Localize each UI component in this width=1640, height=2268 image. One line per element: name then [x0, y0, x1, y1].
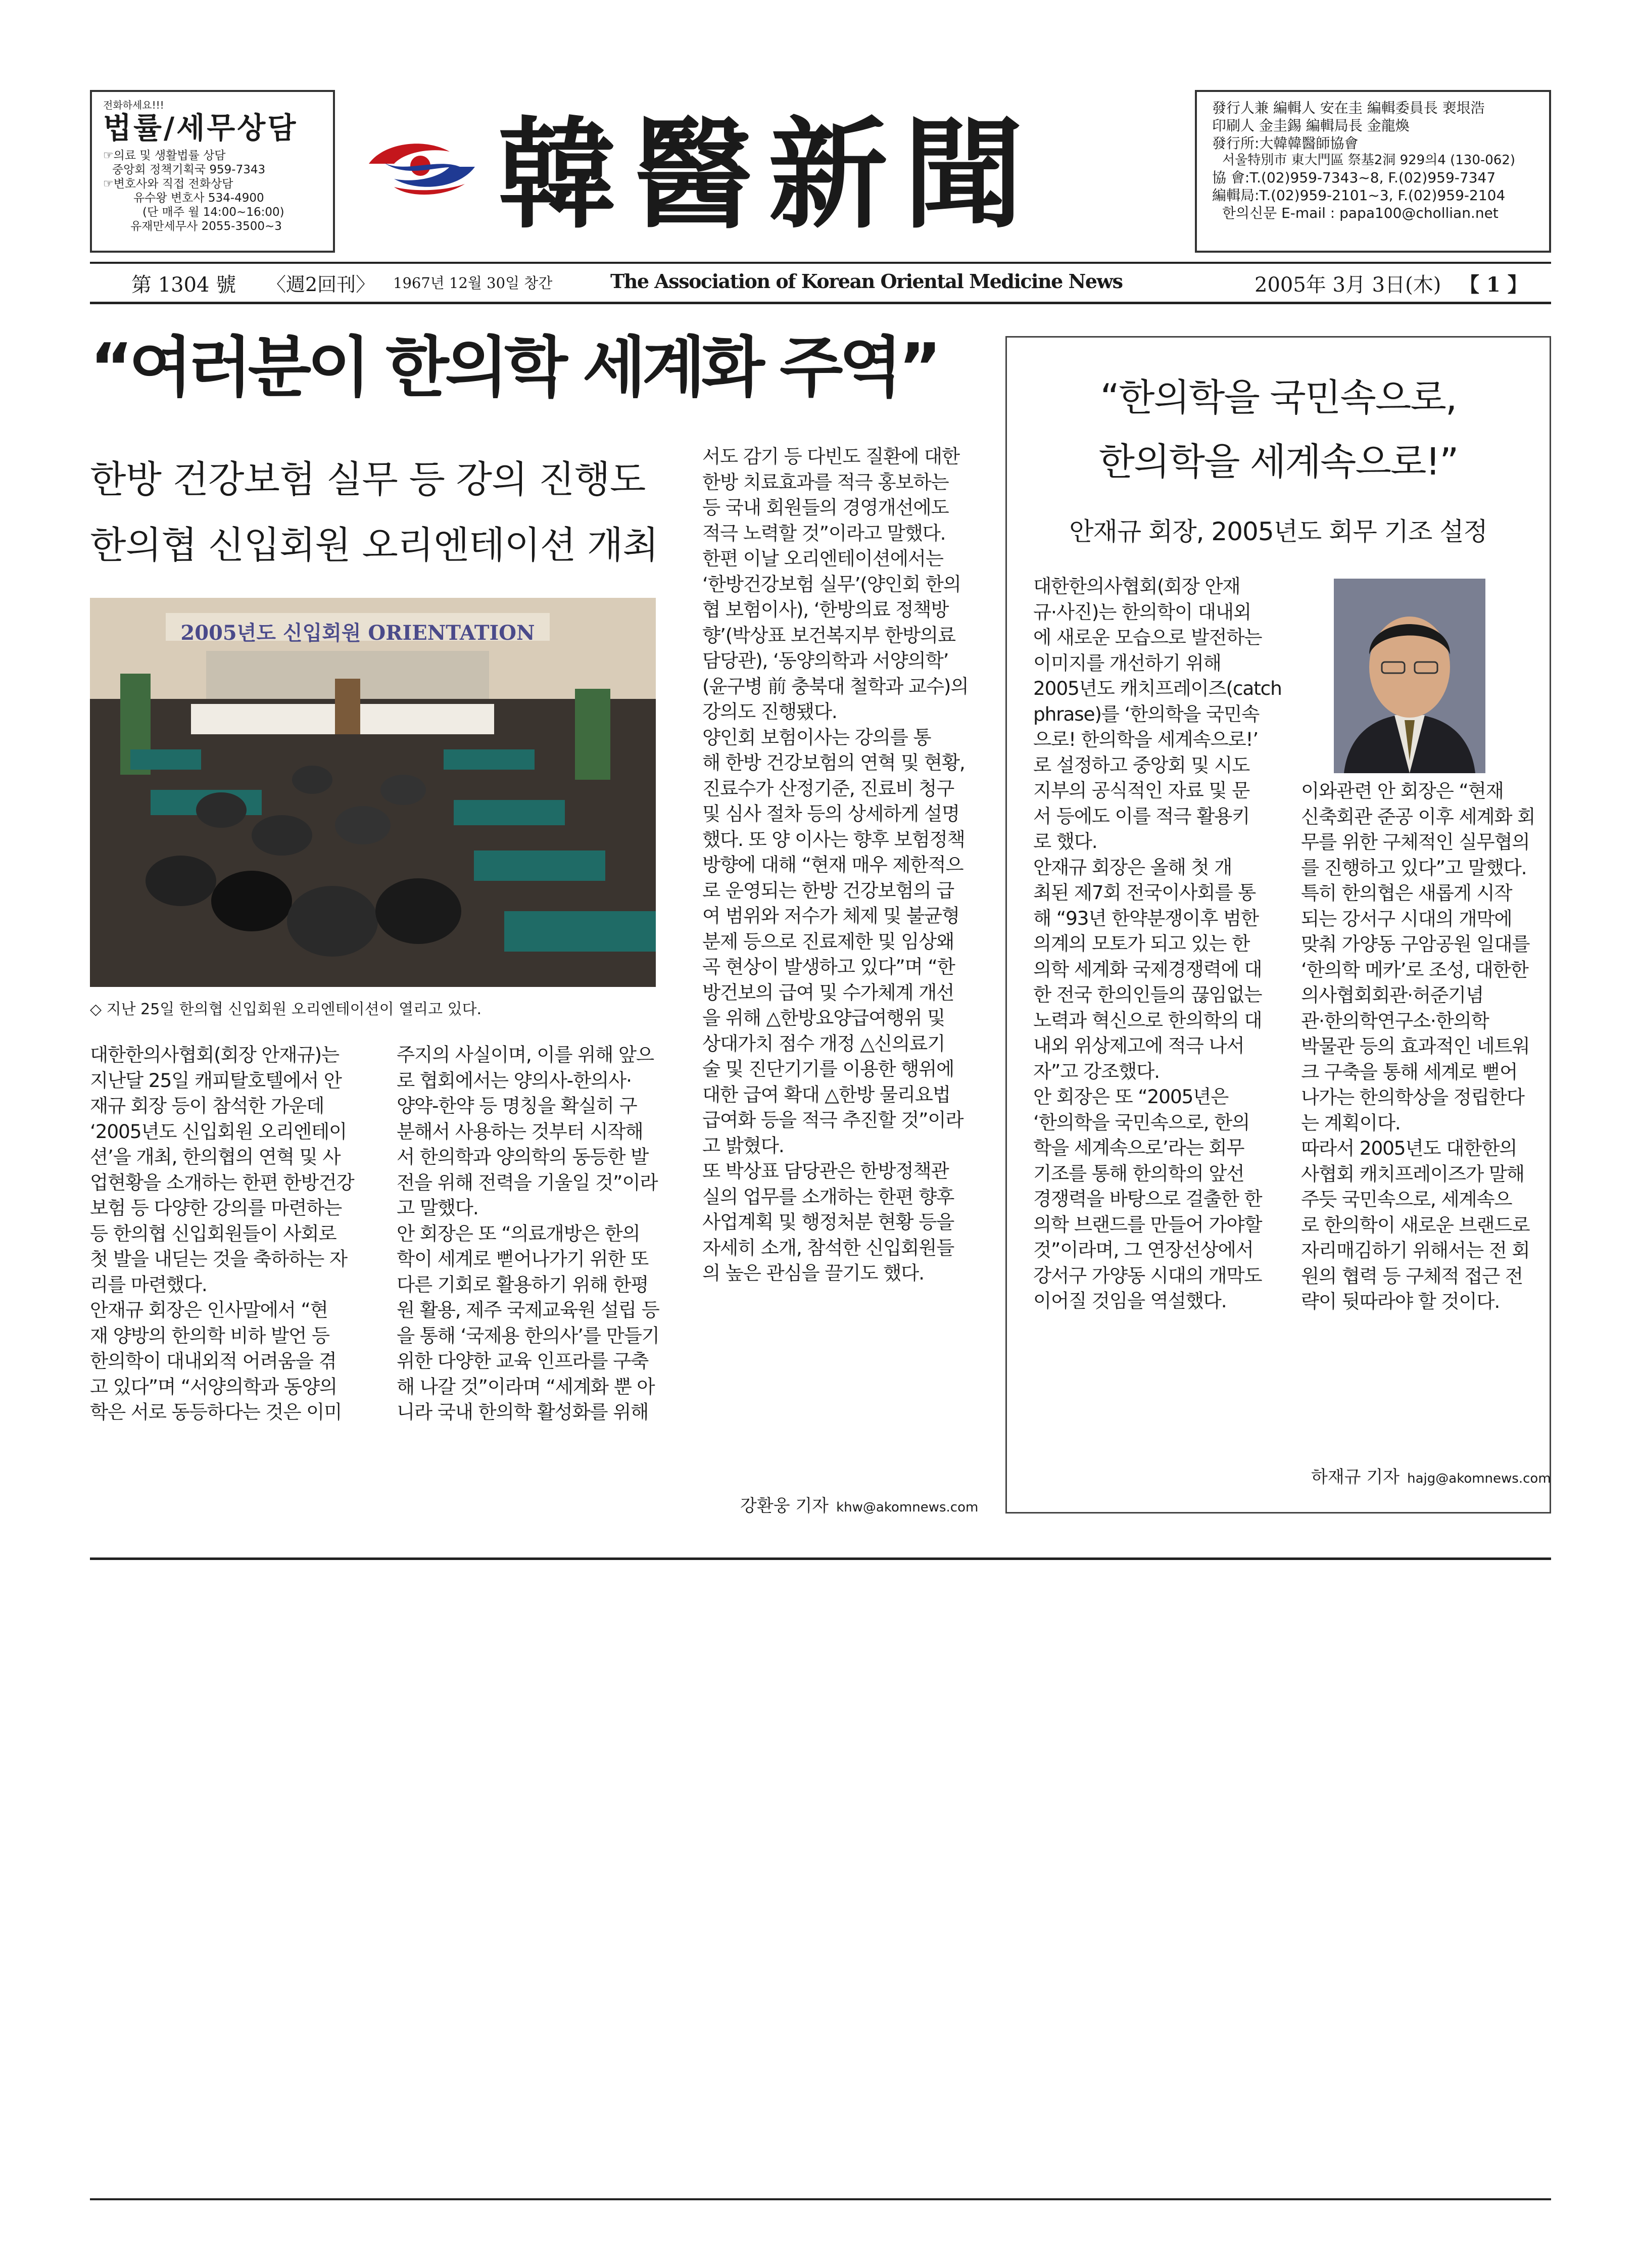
article-line: 등 국내 회원들의 경영개선에도	[702, 496, 949, 518]
article-line: 로 한의학이 새로운 브랜드로	[1301, 1213, 1530, 1236]
article-line: 기조를 통해 한의학의 앞선	[1033, 1162, 1244, 1185]
sidebar-subhead: 안재규 회장, 2005년도 회무 기조 설정	[1069, 517, 1487, 546]
article-line: 의사협회회관·허준기념	[1301, 984, 1483, 1006]
article-line: 등 한의협 신입회원들이 사회로	[90, 1222, 336, 1245]
article-line: 서 등에도 이를 적극 활용키	[1033, 805, 1250, 827]
sidebar-col-2	[1301, 778, 1538, 1314]
article-line: 맞춰 가양동 구암공원 일대를	[1301, 933, 1530, 955]
article-line: 학이 세계로 뻗어나가기 위한 또	[397, 1248, 649, 1270]
article-line: 주지의 사실이며, 이를 위해 앞으	[397, 1044, 654, 1066]
article-line: ‘한의학을 국민속으로, 한의	[1033, 1111, 1250, 1133]
article-line: 고 말했다.	[397, 1197, 478, 1219]
publisher-line: 發行所:大韓韓醫師協會	[1212, 135, 1359, 152]
publisher-line: 發行人兼 編輯人 安在圭 編輯委員長 裵垠浩	[1212, 100, 1485, 116]
article-line: 및 심사 절차 등의 상세하게 설명	[702, 802, 959, 825]
article-line: 것”이라며, 그 연장선상에서	[1033, 1239, 1253, 1261]
article-line: 를 진행하고 있다”고 말했다.	[1301, 856, 1527, 879]
article-line: 향’(박상표 보건복지부 한방의료	[702, 624, 955, 646]
article-line: 다른 기회로 활용하기 위해 한평	[397, 1273, 649, 1296]
ad-title: 법률/세무상담	[103, 111, 298, 146]
article-line: (윤구병 前 충북대 철학과 교수)의	[702, 675, 969, 697]
article-line: 나가는 한의학상을 정립한다	[1301, 1086, 1524, 1108]
article-line: 노력과 혁신으로 한의학의 대	[1033, 1009, 1262, 1031]
article-line: phrase)를 ‘한의학을 국민속	[1033, 702, 1260, 725]
article-line: 로 했다.	[1033, 830, 1097, 853]
article-line: 업현황을 소개하는 한편 한방건강	[90, 1171, 354, 1194]
page-bottom-rule	[90, 2198, 1551, 2200]
article-line: 자”고 강조했다.	[1033, 1060, 1160, 1082]
lead-article-col-2	[397, 1042, 669, 1425]
article-line: 방건보의 급여 및 수가체계 개선	[702, 981, 954, 1004]
article-line: 한의학이 대내외적 어려움을 겪	[90, 1350, 336, 1372]
article-line: 의계의 모토가 되고 있는 한	[1033, 932, 1250, 955]
article-line: 전을 위해 전력을 기울일 것”이라	[397, 1171, 658, 1194]
article-line: 상대가치 점수 개정 △신의료기	[702, 1032, 945, 1055]
article-line: 지부의 공식적인 자료 및 문	[1033, 779, 1250, 801]
article-line: 특히 한의협은 새롭게 시작	[1301, 882, 1512, 904]
article-line: 로 설정하고 중앙회 및 시도	[1033, 753, 1250, 776]
article-line: 으로! 한의학을 세계속으로!’	[1033, 728, 1259, 750]
sidebar-byline	[1311, 1463, 1551, 1488]
article-line: 규·사진)는 한의학이 대내외	[1033, 600, 1251, 623]
article-line: 크 구축을 통해 세계로 뻗어	[1301, 1060, 1518, 1083]
issue-bar	[90, 263, 1551, 304]
article-line: 보험 등 다양한 강의를 마련하는	[90, 1197, 342, 1219]
article-line: 서 한의학과 양의학의 동등한 발	[397, 1146, 649, 1168]
portrait-photo	[1334, 579, 1485, 773]
article-line: 의 높은 관심을 끌기도 했다.	[702, 1262, 924, 1284]
orientation-photo	[90, 598, 656, 987]
masthead-title: 韓醫新聞	[498, 104, 1040, 245]
issue-date: 2005年 3月 3日(木)	[1255, 273, 1441, 297]
article-line: 로 협회에서는 양의사-한의사·	[397, 1069, 632, 1092]
article-line: 양약-한약 등 명칭을 확실히 구	[397, 1095, 637, 1117]
article-line: 한방 치료효과를 적극 홍보하는	[702, 470, 949, 493]
article-line: 자세히 소개, 참석한 신입회원들	[702, 1236, 954, 1259]
article-line: 대한한의사협회(회장 안재	[1033, 575, 1240, 597]
page-number: 【 1 】	[1459, 273, 1528, 297]
article-line: 담당관), ‘동양의학과 서양의학’	[702, 649, 949, 672]
article-line: 의학 브랜드를 만들어 가야할	[1033, 1213, 1262, 1236]
publisher-line: 印刷人 金圭錫 編輯局長 金龍煥	[1212, 117, 1410, 134]
sidebar-col-1-top	[1033, 574, 1321, 727]
article-line: ‘한방건강보험 실무’(양인회 한의	[702, 573, 961, 595]
publisher-line: 서울特別市 東大門區 祭基2洞 929의4 (130-062)	[1222, 153, 1516, 168]
article-line: 2005년도 캐치프레이즈(catch	[1033, 677, 1282, 699]
article-line: 안재규 회장은 올해 첫 개	[1033, 856, 1232, 878]
article-line: 로 운영되는 한방 건강보험의 급	[702, 879, 954, 902]
article-line: 양인회 보험이사는 강의를 통	[702, 726, 931, 748]
article-line: 해 한방 건강보험의 연혁 및 현황,	[702, 751, 965, 774]
article-line: 한 전국 한의인들의 끊임없는	[1033, 983, 1262, 1006]
article-line: 여 범위와 저수가 체제 및 불균형	[702, 905, 959, 927]
ad-line: ☞의료 및 생활법률 상담	[103, 149, 226, 163]
sidebar-quote: “한의학을 국민속으로,	[1100, 376, 1457, 419]
byline-name: 강환웅 기자	[740, 1496, 829, 1516]
article-line: 션’을 개최, 한의협의 연혁 및 사	[90, 1146, 341, 1168]
article-line: 분제 등으로 진료제한 및 임상왜	[702, 930, 954, 953]
article-line: 이어질 것임을 역설했다.	[1033, 1290, 1227, 1312]
article-line: 대한 급여 확대 △한방 물리요법	[702, 1083, 950, 1106]
article-line: 재 양방의 한의학 비하 발언 등	[90, 1324, 329, 1347]
ad-line: ☞변호사와 직접 전화상담	[103, 177, 233, 191]
article-line: 내외 위상제고에 적극 나서	[1033, 1034, 1244, 1057]
publisher-line: 한의신문 E-mail : papa100@chollian.net	[1222, 204, 1499, 221]
article-line: 지난달 25일 캐피탈호텔에서 안	[90, 1069, 342, 1092]
english-name: The Association of Korean Oriental Medicine News	[610, 270, 1123, 293]
article-line: 주듯 국민속으로, 세계속으	[1301, 1188, 1512, 1210]
article-line: 분해서 사용하는 것부터 시작해	[397, 1120, 643, 1143]
article-line: 적극 노력할 것”이라고 말했다.	[702, 522, 946, 544]
lead-subhead: 한의협 신입회원 오리엔테이션 개최	[90, 524, 658, 567]
article-line: 원 활용, 제주 국제교육원 설립 등	[397, 1299, 659, 1321]
article-line: 최된 제7회 전국이사회를 통	[1033, 881, 1256, 904]
portrait-image	[1334, 579, 1485, 773]
article-line: 재규 회장 등이 참석한 가운데	[90, 1095, 324, 1117]
article-line: 을 통해 ‘국제용 한의사’를 만들기	[397, 1324, 659, 1347]
article-line: 안재규 회장은 인사말에서 “현	[90, 1299, 328, 1321]
article-line: 학을 세계속으로’라는 회무	[1033, 1137, 1244, 1159]
article-line: 협 보험이사), ‘한방의료 정책방	[702, 598, 949, 621]
article-line: 리를 마련했다.	[90, 1273, 207, 1296]
issue-frequency: 〈週2回刊〉	[267, 273, 375, 296]
byline-name: 하재규 기자	[1311, 1467, 1400, 1487]
ad-line: (단 매주 월 14:00~16:00)	[142, 206, 284, 219]
sidebar-col-1	[1033, 727, 1296, 1314]
article-line: 방향에 대해 “현재 매우 제한적으	[702, 854, 963, 876]
article-line: 안 회장은 또 “의료개방은 한의	[397, 1222, 640, 1245]
article-line: 니라 국내 한의학 활성화를 위해	[397, 1401, 649, 1423]
article-line: ‘한의학 메카’로 조성, 대한한	[1301, 958, 1528, 981]
ad-line: 유재만세무사 2055-3500~3	[130, 220, 282, 233]
lead-article-col-3	[702, 444, 978, 1286]
article-line: 략이 뒷따라야 할 것이다.	[1301, 1290, 1500, 1312]
article-line: 이와관련 안 회장은 “현재	[1301, 780, 1504, 802]
article-line: 사협회 캐치프레이즈가 말해	[1301, 1162, 1524, 1185]
issue-number: 第 1304 號	[131, 273, 236, 297]
article-line: 경쟁력을 바탕으로 걸출한 한	[1033, 1188, 1262, 1210]
article-line: 사업계획 및 행정처분 현황 등을	[702, 1211, 954, 1233]
section-divider	[90, 1557, 1551, 1560]
article-line: 에 새로운 모습으로 발전하는	[1033, 626, 1262, 648]
kaom-logo-icon	[364, 127, 480, 203]
article-line: ‘2005년도 신입회원 오리엔테이	[90, 1120, 347, 1143]
article-line: 위한 다양한 교육 인프라를 구축	[397, 1350, 649, 1372]
article-line: 신축회관 준공 이후 세계화 회	[1301, 805, 1535, 828]
lead-headline: “여러분이 한의학 세계화 주역”	[90, 329, 938, 406]
article-line: 고 밝혔다.	[702, 1134, 784, 1157]
article-line: 학은 서로 동등하다는 것은 이미	[90, 1401, 342, 1423]
article-line: 진료수가 산정기준, 진료비 청구	[702, 777, 954, 799]
article-line: 해 “93년 한약분쟁이후 범한	[1033, 907, 1259, 929]
article-line: 곡 현상이 발생하고 있다”며 “한	[702, 956, 955, 978]
article-line: 원의 협력 등 구체적 접근 전	[1301, 1264, 1523, 1287]
article-line: 의학 세계화 국제경쟁력에 대	[1033, 958, 1262, 980]
article-line: 고 있다”며 “서양의학과 동양의	[90, 1375, 337, 1398]
photo-banner-text: 2005년도 신입회원 ORIENTATION	[180, 621, 535, 645]
article-line: 한편 이날 오리엔테이션에서는	[702, 547, 943, 570]
photo-caption: ◇ 지난 25일 한의협 신입회원 오리엔테이션이 열리고 있다.	[90, 1001, 482, 1018]
article-line: 강의도 진행됐다.	[702, 700, 837, 723]
lead-byline	[740, 1492, 978, 1517]
article-line: 대한한의사협회(회장 안재규)는	[90, 1044, 339, 1066]
article-line: 을 위해 △한방요양급여행위 및	[702, 1007, 945, 1029]
article-line: 안 회장은 또 “2005년은	[1033, 1085, 1229, 1108]
byline-email: khw@akomnews.com	[836, 1500, 979, 1515]
ad-tagline: 전화하세요!!!	[103, 99, 164, 111]
publisher-line: 編輯局:T.(02)959-2101~3, F.(02)959-2104	[1212, 186, 1506, 204]
issue-bar-bottom-rule	[90, 302, 1551, 304]
article-line: 따라서 2005년도 대한한의	[1301, 1137, 1517, 1159]
article-line: 관·한의학연구소·한의학	[1301, 1009, 1489, 1032]
publisher-line: 協 會:T.(02)959-7343~8, F.(02)959-7347	[1212, 169, 1496, 186]
article-line: 술 및 진단기기를 이용한 행위에	[702, 1058, 954, 1080]
ad-line: 유수왕 변호사 534-4900	[133, 192, 264, 205]
article-line: 자리매김하기 위해서는 전 회	[1301, 1239, 1530, 1261]
founded-date: 1967년 12월 30일 창간	[393, 274, 553, 292]
sidebar-quote: 한의학을 세계속으로!”	[1098, 440, 1458, 484]
article-line: 되는 강서구 시대의 개막에	[1301, 907, 1512, 930]
article-line: 첫 발을 내딛는 것을 축하하는 자	[90, 1248, 347, 1270]
article-line: 해 나갈 것”이라며 “세계화 뿐 아	[397, 1375, 655, 1398]
ad-line: 중앙회 정책기획국 959-7343	[112, 163, 266, 177]
article-line: 했다. 또 양 이사는 향후 보험정책	[702, 828, 965, 850]
lead-subhead: 한방 건강보험 실무 등 강의 진행도	[90, 458, 646, 501]
article-line: 이미지를 개선하기 위해	[1033, 651, 1221, 674]
article-line: 강서구 가양동 시대의 개막도	[1033, 1264, 1262, 1287]
article-line: 실의 업무를 소개하는 한편 향후	[702, 1185, 954, 1208]
article-line: 급여화 등을 적극 추진할 것”이라	[702, 1109, 963, 1131]
legal-consult-ad	[90, 90, 335, 253]
orientation-hall-image	[90, 598, 656, 987]
article-line: 박물관 등의 효과적인 네트워	[1301, 1035, 1530, 1057]
article-line: 또 박상표 담당관은 한방정책관	[702, 1160, 949, 1182]
article-line: 는 계획이다.	[1301, 1111, 1401, 1134]
byline-email: hajg@akomnews.com	[1407, 1471, 1551, 1486]
publisher-info	[1195, 90, 1551, 253]
article-line: 무를 위한 구체적인 실무협의	[1301, 831, 1530, 853]
lead-article-col-1	[90, 1042, 363, 1425]
article-line: 서도 감기 등 다빈도 질환에 대한	[702, 445, 959, 467]
